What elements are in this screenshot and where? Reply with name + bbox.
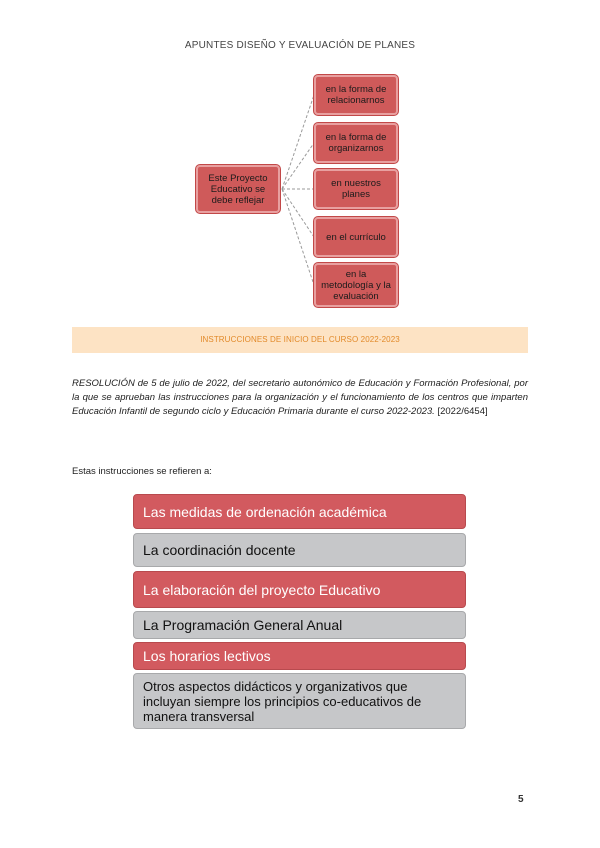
connector-4	[282, 189, 314, 237]
list-item	[133, 533, 466, 567]
list-item-label: La elaboración del proyecto Educativo	[143, 581, 381, 598]
list-item-label: Los horarios lectivos	[143, 648, 271, 664]
resolution-code: [2022/6454]	[437, 406, 488, 417]
mind-map-diagram	[0, 0, 600, 330]
intro-text: Estas instrucciones se refieren a:	[72, 466, 212, 477]
resolution-text: RESOLUCIÓN de 5 de julio de 2022, del secretario autonómico de Educación y Formación Profesional, por la que se aprueban las instrucciones para la organización y el funcionamiento de los centros que imparten Educación Infantil de segundo ciclo y Educación Primaria durante el curso 2022-2023.	[72, 378, 528, 417]
list-item	[133, 611, 466, 639]
list-item-label: La Programación General Anual	[143, 617, 343, 633]
list-item	[133, 571, 466, 608]
diagram-root-node: Este Proyecto Educativo se debe reflejar	[196, 165, 280, 213]
page-number: 5	[518, 794, 524, 805]
page-header: APUNTES DISEÑO Y EVALUACIÓN DE PLANES	[184, 40, 416, 51]
list-item-label: La coordinación docente	[143, 542, 296, 558]
list-item	[133, 494, 466, 529]
diagram-leaf-node: en la forma de relacionarnos	[314, 75, 398, 115]
connector-5	[282, 189, 314, 285]
connector-lines	[0, 0, 600, 330]
diagram-leaf-node: en la metodología y la evaluación	[314, 263, 398, 307]
connector-2	[282, 143, 314, 189]
connector-1	[282, 95, 314, 189]
list-item	[133, 642, 466, 670]
list-item-label: Las medidas de ordenación académica	[143, 503, 387, 520]
diagram-leaf-node: en el currículo	[314, 217, 398, 257]
resolution-paragraph	[72, 377, 528, 419]
section-banner: INSTRUCCIONES DE INICIO DEL CURSO 2022-2023	[72, 327, 528, 353]
list-item	[133, 673, 466, 729]
diagram-leaf-node: en nuestros planes	[314, 169, 398, 209]
diagram-leaf-node: en la forma de organizarnos	[314, 123, 398, 163]
list-item-label: Otros aspectos didácticos y organizativos que incluyan siempre los principios co-educativos de manera transversal	[143, 678, 422, 724]
